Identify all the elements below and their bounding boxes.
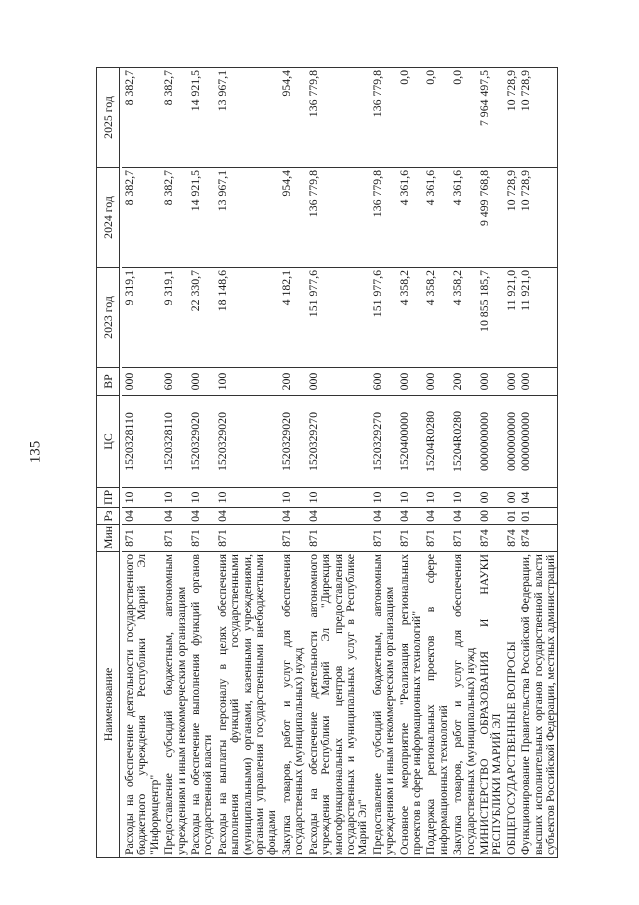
table-row	[215, 68, 279, 858]
row-value-2023: 22 330,7	[188, 268, 215, 368]
row-name: Предоставление субсидий бюджетным, автономным учреждениям и иным некоммерческим организациям	[370, 552, 397, 858]
row-value-2025: 136 779,8	[306, 68, 370, 168]
row-name: ОБЩЕГОСУДАРСТВЕННЫЕ ВОПРОСЫ	[504, 552, 518, 858]
row-value-2024: 136 779,8	[306, 168, 370, 268]
row-rz: 04	[306, 508, 370, 525]
table-row	[504, 68, 518, 858]
row-vr: 000	[477, 368, 504, 396]
row-value-2025: 0,0	[397, 68, 424, 168]
row-name: Функционирование Правительства Российской Федерации, высших исполнительных органов государственной власти субъектов Российской Федерации, местных администраций	[518, 552, 558, 858]
row-cs: 1520329020	[215, 396, 279, 488]
row-min: 871	[370, 525, 397, 552]
row-value-2023: 4 182,1	[279, 268, 306, 368]
header-2024: 2024 год	[97, 168, 120, 268]
row-vr: 600	[370, 368, 397, 396]
row-min: 871	[215, 525, 279, 552]
row-value-2024: 4 361,6	[450, 168, 477, 268]
row-value-2025: 7 964 497,5	[477, 68, 504, 168]
row-vr: 000	[518, 368, 558, 396]
row-min: 874	[518, 525, 558, 552]
table-row	[122, 68, 161, 858]
row-value-2024: 9 499 768,8	[477, 168, 504, 268]
table-row	[423, 68, 450, 858]
row-vr: 600	[161, 368, 188, 396]
row-cs: 1520329020	[279, 396, 306, 488]
row-value-2023: 11 921,0	[504, 268, 518, 368]
row-value-2024: 4 361,6	[423, 168, 450, 268]
header-2025: 2025 год	[97, 68, 120, 168]
row-value-2024: 10 728,9	[518, 168, 558, 268]
table-row	[161, 68, 188, 858]
table-header-row	[97, 68, 120, 858]
page-number: 135	[27, 440, 44, 464]
row-value-2025: 136 779,8	[370, 68, 397, 168]
row-value-2023: 4 358,2	[450, 268, 477, 368]
row-pr: 10	[122, 488, 161, 508]
row-min: 874	[504, 525, 518, 552]
row-rz: 04	[279, 508, 306, 525]
row-pr: 10	[397, 488, 424, 508]
row-value-2023: 151 977,6	[306, 268, 370, 368]
row-value-2023: 18 148,6	[215, 268, 279, 368]
row-value-2023: 4 358,2	[423, 268, 450, 368]
header-rz: Рз	[97, 508, 120, 525]
header-pr: ПР	[97, 488, 120, 508]
row-cs: 1520328110	[122, 396, 161, 488]
row-value-2023: 151 977,6	[370, 268, 397, 368]
row-rz: 01	[518, 508, 558, 525]
row-name: Предоставление субсидий бюджетным, автономным учреждениям и иным некоммерческим организациям	[161, 552, 188, 858]
row-pr: 04	[518, 488, 558, 508]
row-pr: 10	[279, 488, 306, 508]
row-vr: 000	[397, 368, 424, 396]
row-pr: 00	[504, 488, 518, 508]
budget-table	[96, 67, 558, 858]
table-row	[397, 68, 424, 858]
row-min: 871	[423, 525, 450, 552]
table-row	[370, 68, 397, 858]
row-vr: 000	[122, 368, 161, 396]
header-min: Мин	[97, 525, 120, 552]
row-name: Расходы на обеспечение деятельности автономного учреждения Республики Марий Эл "Дирекция многофункциональных центров предоставления государственных и муниципальных услуг в Республике Марий Эл"	[306, 552, 370, 858]
row-name: Расходы на выплаты персоналу в целях обеспечения выполнения функций государственными (муниципальными) органами, казенными учреждениями, органами управления государственными внебюджетными фондами	[215, 552, 279, 858]
row-min: 871	[122, 525, 161, 552]
row-value-2025: 8 382,7	[161, 68, 188, 168]
row-min: 871	[450, 525, 477, 552]
row-value-2024: 8 382,7	[161, 168, 188, 268]
row-vr: 200	[450, 368, 477, 396]
row-value-2025: 14 921,5	[188, 68, 215, 168]
table-row	[188, 68, 215, 858]
row-vr: 000	[423, 368, 450, 396]
row-value-2025: 954,4	[279, 68, 306, 168]
row-vr: 000	[188, 368, 215, 396]
row-pr: 00	[477, 488, 504, 508]
row-rz: 04	[397, 508, 424, 525]
row-rz: 04	[161, 508, 188, 525]
row-name: Расходы на обеспечение выполнения функций органов государственной власти	[188, 552, 215, 858]
row-value-2025: 10 728,9	[504, 68, 518, 168]
row-min: 871	[306, 525, 370, 552]
row-rz: 04	[215, 508, 279, 525]
row-name: Поддержка региональных проектов в сфере информационных технологий	[423, 552, 450, 858]
row-cs: 1520329020	[188, 396, 215, 488]
row-value-2024: 4 361,6	[397, 168, 424, 268]
row-name: Закупка товаров, работ и услуг для обеспечения государственных (муниципальных) нужд	[450, 552, 477, 858]
row-value-2025: 0,0	[450, 68, 477, 168]
row-cs: 1520329270	[306, 396, 370, 488]
table-row	[450, 68, 477, 858]
row-rz: 04	[450, 508, 477, 525]
row-pr: 10	[306, 488, 370, 508]
row-cs: 1520329270	[370, 396, 397, 488]
table-row	[306, 68, 370, 858]
row-min: 871	[188, 525, 215, 552]
row-cs: 1520328110	[161, 396, 188, 488]
row-value-2025: 8 382,7	[122, 68, 161, 168]
row-rz: 00	[477, 508, 504, 525]
row-value-2023: 4 358,2	[397, 268, 424, 368]
row-value-2024: 14 921,5	[188, 168, 215, 268]
row-vr: 000	[504, 368, 518, 396]
row-pr: 10	[161, 488, 188, 508]
row-rz: 01	[504, 508, 518, 525]
row-rz: 04	[423, 508, 450, 525]
row-value-2025: 10 728,9	[518, 68, 558, 168]
row-pr: 10	[215, 488, 279, 508]
row-value-2023: 9 319,1	[122, 268, 161, 368]
row-min: 871	[161, 525, 188, 552]
row-min: 874	[477, 525, 504, 552]
row-name: Расходы на обеспечение деятельности государственного бюджетного учреждения Республики Марий Эл "Информцентр"	[122, 552, 161, 858]
row-value-2023: 10 855 185,7	[477, 268, 504, 368]
row-vr: 000	[306, 368, 370, 396]
row-cs: 0000000000	[477, 396, 504, 488]
row-pr: 10	[423, 488, 450, 508]
row-value-2024: 8 382,7	[122, 168, 161, 268]
row-pr: 10	[450, 488, 477, 508]
row-name: Закупка товаров, работ и услуг для обеспечения государственных (муниципальных) нужд	[279, 552, 306, 858]
row-min: 871	[279, 525, 306, 552]
row-cs: 15204R0280	[423, 396, 450, 488]
header-vr: ВР	[97, 368, 120, 396]
header-2023: 2023 год	[97, 268, 120, 368]
row-value-2024: 136 779,8	[370, 168, 397, 268]
row-value-2024: 13 967,1	[215, 168, 279, 268]
row-vr: 200	[279, 368, 306, 396]
row-pr: 10	[188, 488, 215, 508]
row-min: 871	[397, 525, 424, 552]
row-value-2025: 13 967,1	[215, 68, 279, 168]
row-pr: 10	[370, 488, 397, 508]
row-cs: 0000000000	[504, 396, 518, 488]
row-value-2025: 0,0	[423, 68, 450, 168]
row-value-2024: 954,4	[279, 168, 306, 268]
row-value-2023: 11 921,0	[518, 268, 558, 368]
row-cs: 1520400000	[397, 396, 424, 488]
row-name: МИНИСТЕРСТВО ОБРАЗОВАНИЯ И НАУКИ РЕСПУБЛИКИ МАРИЙ ЭЛ	[477, 552, 504, 858]
row-rz: 04	[370, 508, 397, 525]
header-name: Наименование	[97, 552, 120, 858]
header-cs: ЦС	[97, 396, 120, 488]
table-row	[518, 68, 558, 858]
row-rz: 04	[122, 508, 161, 525]
row-name: Основное мероприятие "Реализация региональных проектов в сфере информационных технологий"	[397, 552, 424, 858]
table-row	[477, 68, 504, 858]
row-value-2023: 9 319,1	[161, 268, 188, 368]
row-vr: 100	[215, 368, 279, 396]
row-rz: 04	[188, 508, 215, 525]
rotated-content	[96, 68, 616, 858]
table-row	[279, 68, 306, 858]
row-value-2024: 10 728,9	[504, 168, 518, 268]
row-cs: 0000000000	[518, 396, 558, 488]
row-cs: 15204R0280	[450, 396, 477, 488]
table-body	[120, 68, 558, 858]
